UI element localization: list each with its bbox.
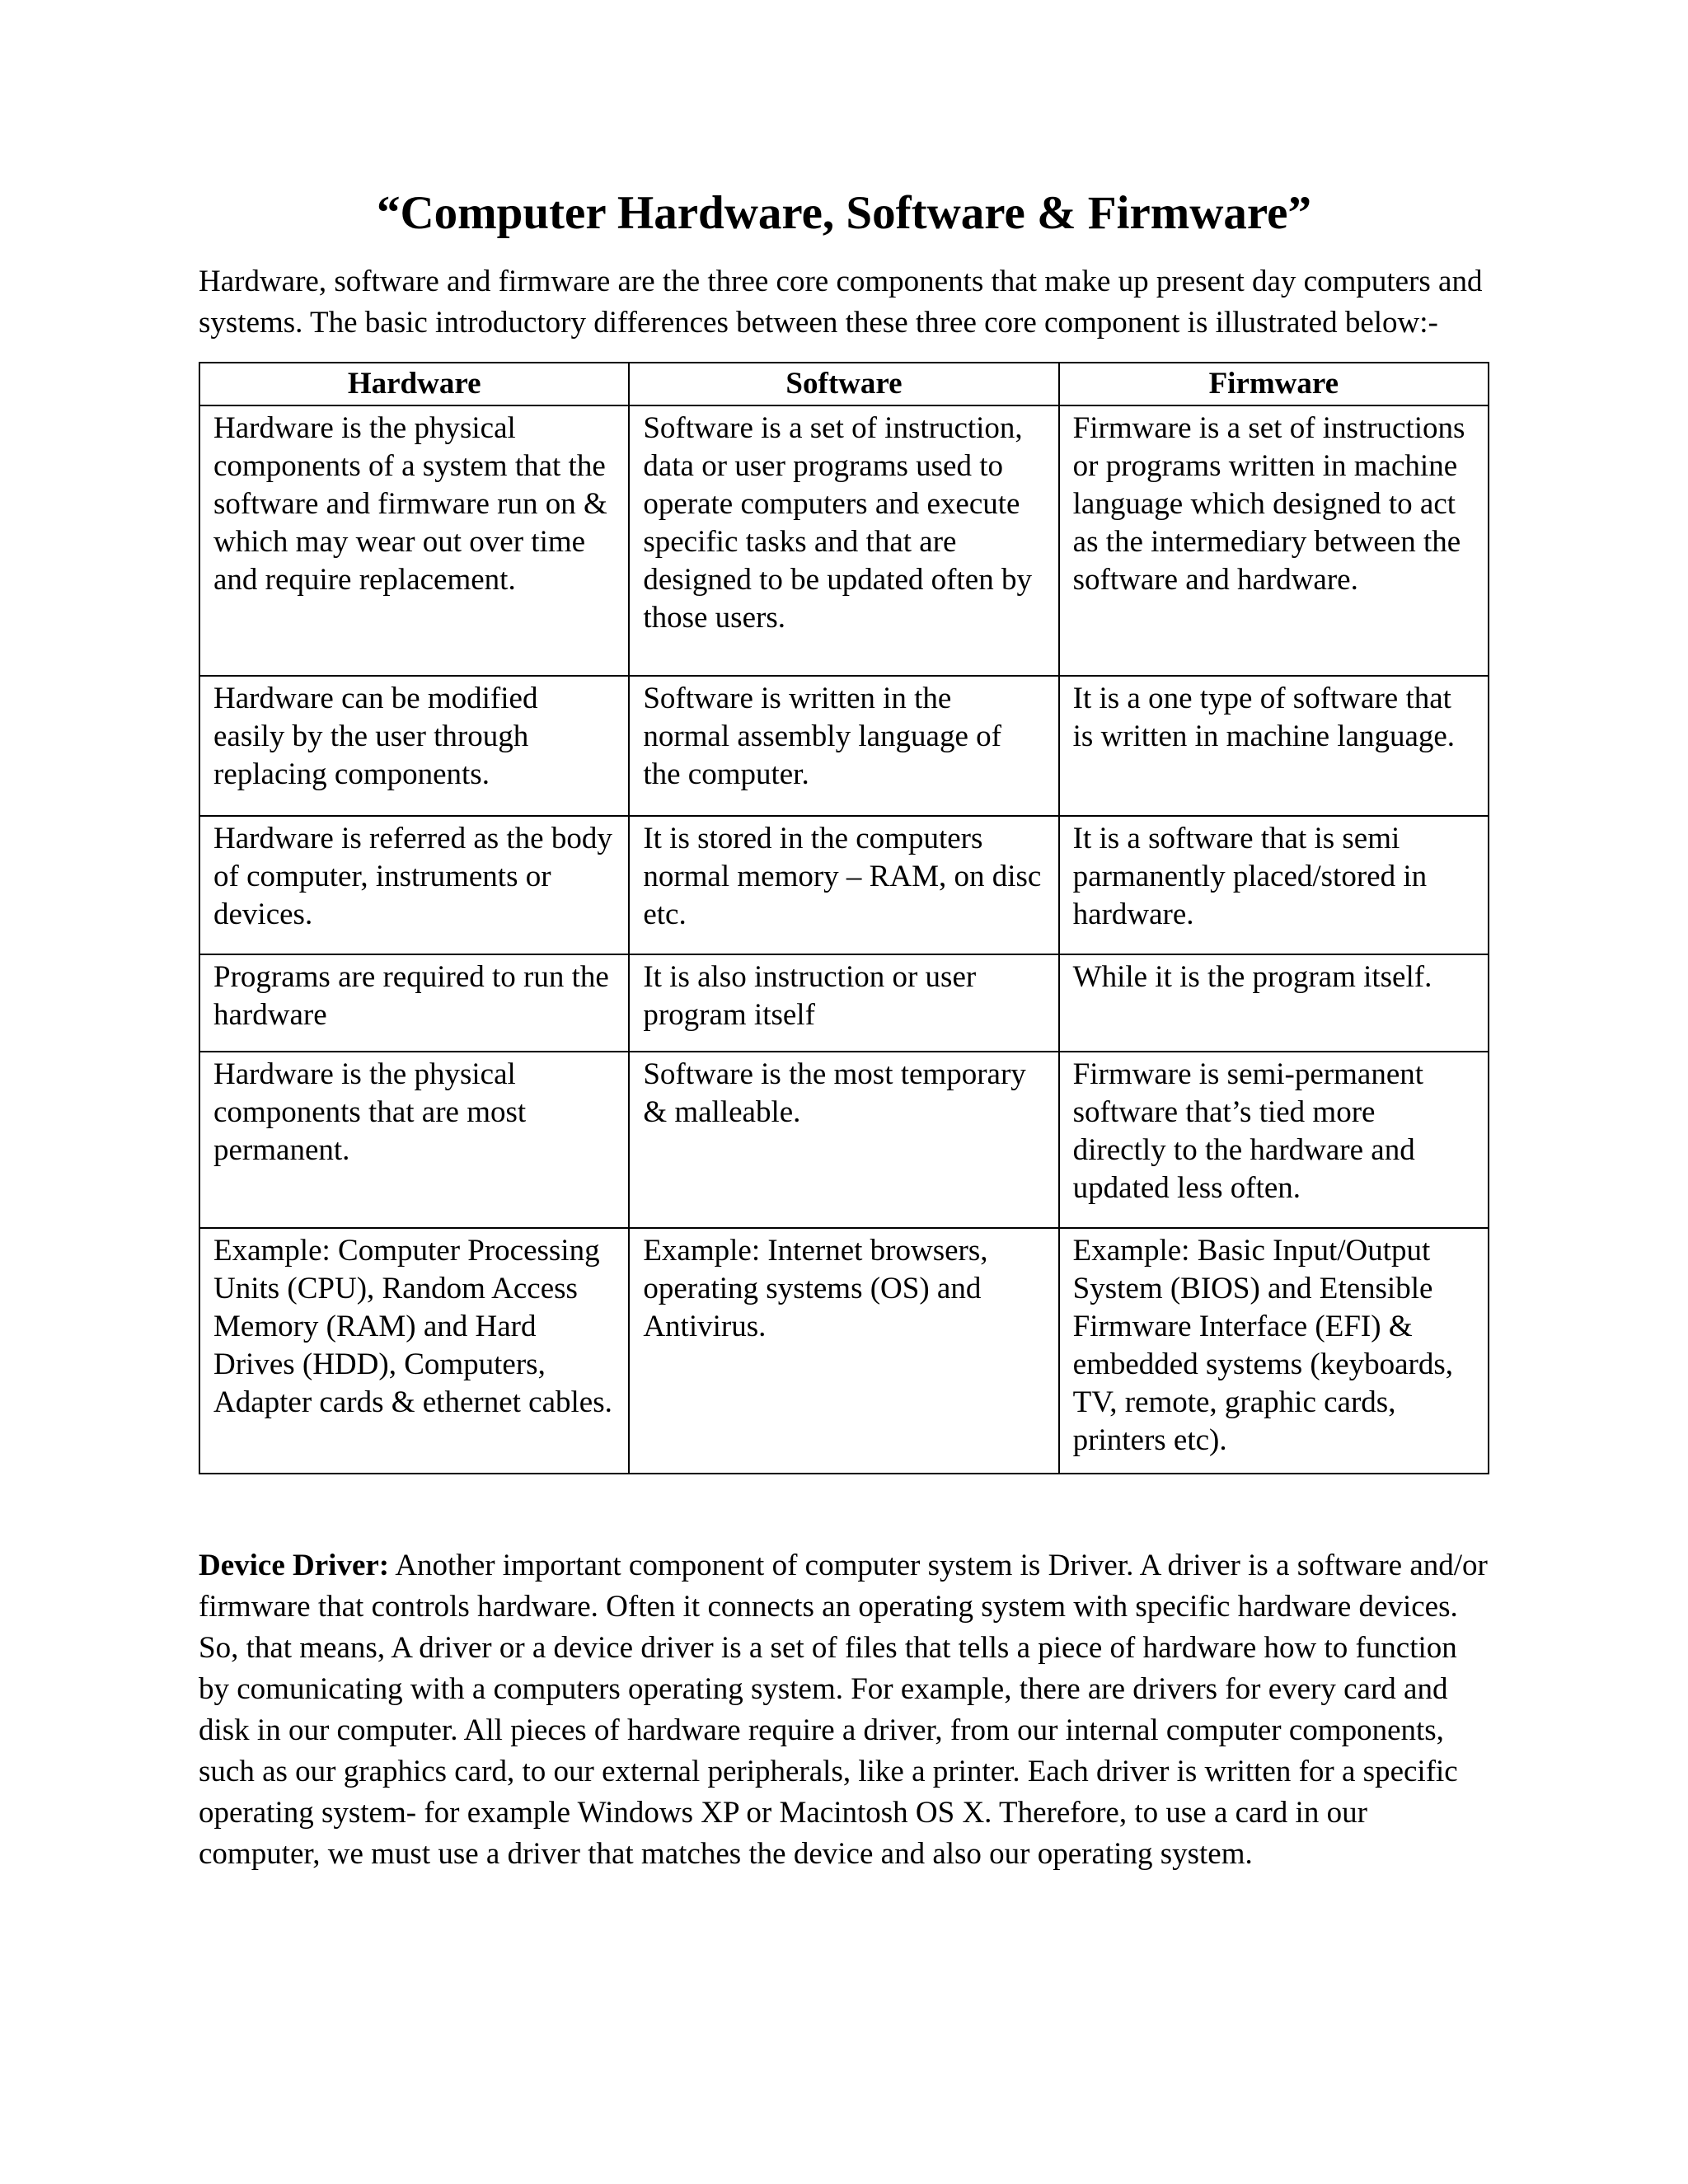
cell-hardware: Example: Computer Processing Units (CPU), Random Access Memory (RAM) and Hard Drives (HDD), Computers, Adapter cards & ethernet cables. <box>199 1228 629 1474</box>
table-header-row <box>199 363 1489 405</box>
cell-firmware: It is a software that is semi parmanently placed/stored in hardware. <box>1059 816 1489 954</box>
cell-firmware: While it is the program itself. <box>1059 954 1489 1052</box>
cell-hardware: Hardware is referred as the body of computer, instruments or devices. <box>199 816 629 954</box>
table-row <box>199 405 1489 676</box>
cell-software: Example: Internet browsers, operating systems (OS) and Antivirus. <box>629 1228 1058 1474</box>
device-driver-term: Device Driver: <box>199 1549 390 1583</box>
cell-firmware: It is a one type of software that is written in machine language. <box>1059 676 1489 816</box>
intro-paragraph: Hardware, software and firmware are the three core components that make up present day computers and systems. The basic introductory differences between these three core component is illustrated below:- <box>199 265 1483 340</box>
table-row <box>199 1052 1489 1228</box>
cell-software: Software is the most temporary & malleable. <box>629 1052 1058 1228</box>
table-row <box>199 676 1489 816</box>
cell-hardware: Hardware can be modified easily by the user through replacing components. <box>199 676 629 816</box>
header-firmware: Firmware <box>1059 363 1489 405</box>
cell-firmware: Example: Basic Input/Output System (BIOS) and Etensible Firmware Interface (EFI) & embedded systems (keyboards, TV, remote, graphic cards, printers etc). <box>1059 1228 1489 1474</box>
header-software: Software <box>629 363 1058 405</box>
cell-hardware: Programs are required to run the hardware <box>199 954 629 1052</box>
cell-software: Software is a set of instruction, data or user programs used to operate computers and execute specific tasks and that are designed to be updated often by those users. <box>629 405 1058 676</box>
table-row <box>199 816 1489 954</box>
device-driver-paragraph <box>199 1545 1489 1875</box>
table-row <box>199 1228 1489 1474</box>
cell-firmware: Firmware is a set of instructions or programs written in machine language which designed to act as the intermediary between the software and hardware. <box>1059 405 1489 676</box>
document-page <box>199 185 1489 1875</box>
header-hardware: Hardware <box>199 363 629 405</box>
document-title: “Computer Hardware, Software & Firmware” <box>377 187 1311 239</box>
cell-hardware: Hardware is the physical components that are most permanent. <box>199 1052 629 1228</box>
comparison-table <box>199 362 1489 1474</box>
cell-software: It is also instruction or user program itself <box>629 954 1058 1052</box>
device-driver-text: Another important component of computer system is Driver. A driver is a software and/or firmware that controls hardware. Often it connects an operating system with specific hardware devices. So, that means, A driver or a device driver is a set of files that tells a piece of hardware how to function by comunicating with a computers operating system. For example, there are drivers for every card and disk in our computer. All pieces of hardware require a driver, from our internal computer components, such as our graphics card, to our external peripherals, like a printer. Each driver is written for a specific operating system- for example Windows XP or Macintosh OS X. Therefore, to use a card in our computer, we must use a driver that matches the device and also our operating system. <box>199 1549 1488 1872</box>
cell-software: It is stored in the computers normal memory – RAM, on disc etc. <box>629 816 1058 954</box>
cell-hardware: Hardware is the physical components of a system that the software and firmware run on & which may wear out over time and require replacement. <box>199 405 629 676</box>
cell-software: Software is written in the normal assembly language of the computer. <box>629 676 1058 816</box>
cell-firmware: Firmware is semi-permanent software that’s tied more directly to the hardware and updated less often. <box>1059 1052 1489 1228</box>
table-row <box>199 954 1489 1052</box>
